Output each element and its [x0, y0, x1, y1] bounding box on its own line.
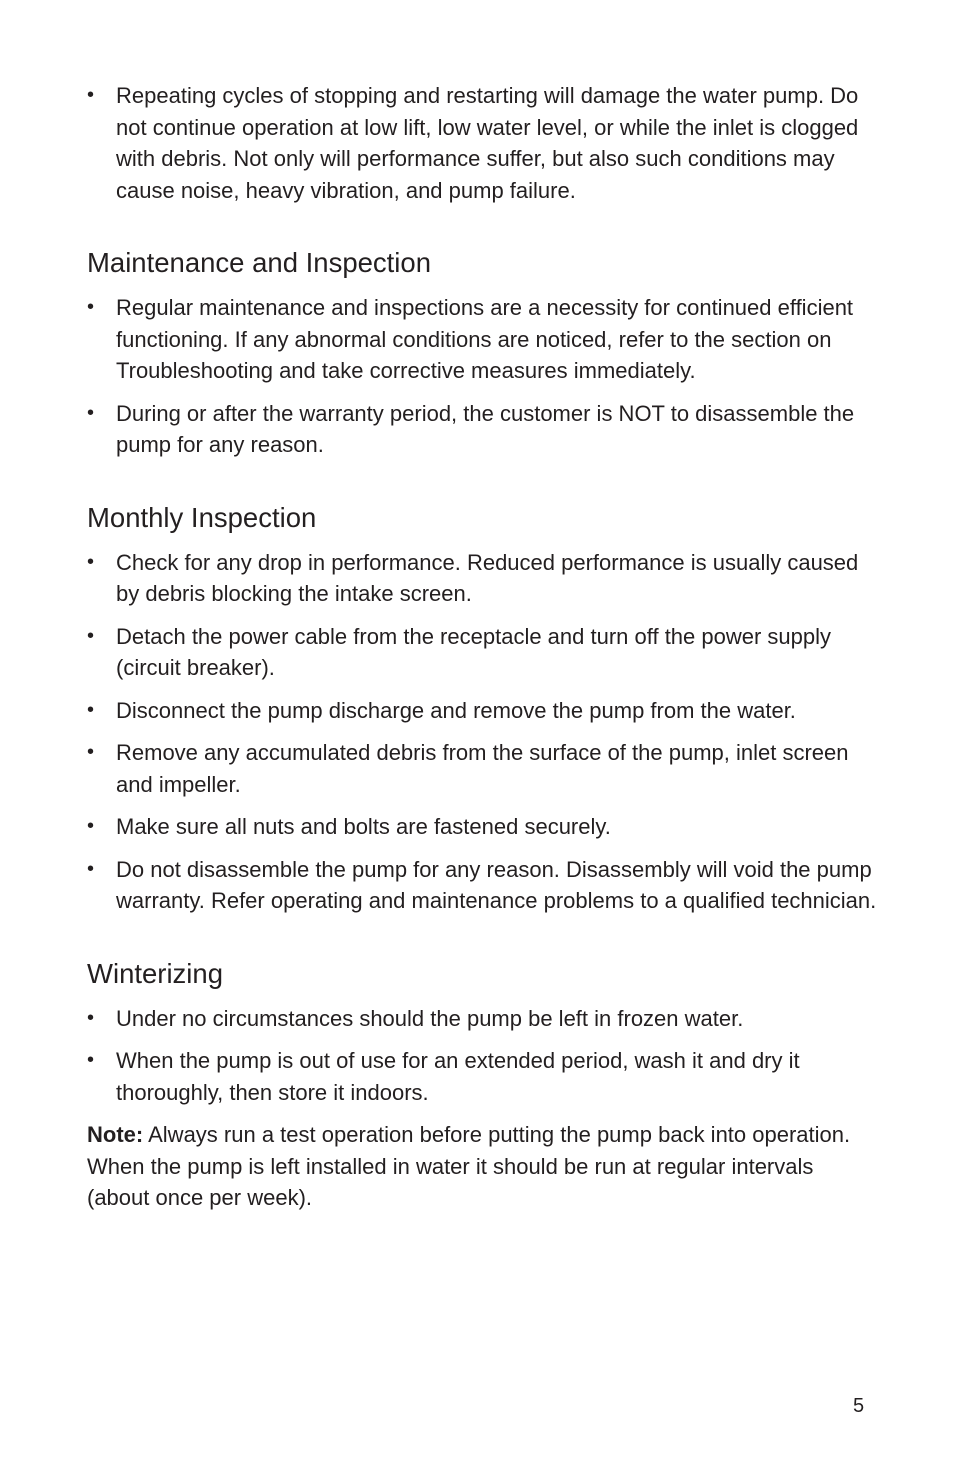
note-text: Always run a test operation before putting the pump back into operation. When the pump is left installed in water it should be run at regular intervals (about once per week).: [87, 1122, 851, 1210]
maintenance-bullet-list: [87, 292, 877, 461]
heading-monthly-inspection: Monthly Inspection: [87, 501, 317, 533]
page-number: 5: [853, 1395, 865, 1417]
page-content: [87, 80, 877, 1214]
winterizing-bullet-1: • When the pump is out of use for an extended period, wash it and dry it thoroughly, then store it indoors.: [87, 1045, 877, 1108]
monthly-bullet-list: [87, 547, 877, 917]
maintenance-bullet-0: • Regular maintenance and inspections are a necessity for continued efficient functioning. If any abnormal conditions are noticed, refer to the section on Troubleshooting and take corrective measures immediately.: [87, 292, 877, 387]
note-paragraph: [87, 1119, 877, 1214]
heading-maintenance-and-inspection: Maintenance and Inspection: [87, 247, 431, 278]
winterizing-bullet-0: • Under no circumstances should the pump be left in frozen water.: [87, 1003, 877, 1035]
note-label: Note:: [87, 1122, 144, 1147]
monthly-bullet-1: • Detach the power cable from the receptacle and turn off the power supply (circuit breaker).: [87, 621, 877, 684]
monthly-bullet-2: • Disconnect the pump discharge and remove the pump from the water.: [87, 695, 877, 727]
intro-bullet-0: • Repeating cycles of stopping and restarting will damage the water pump. Do not continue operation at low lift, low water level, or while the inlet is clogged with debris. Not only will performance suffer, but also such conditions may cause noise, heavy vibration, and pump failure.: [87, 80, 877, 206]
intro-bullet-list: [87, 80, 877, 206]
heading-winterizing: Winterizing: [87, 957, 224, 989]
maintenance-bullet-1: • During or after the warranty period, the customer is NOT to disassemble the pump for any reason.: [87, 398, 877, 461]
winterizing-bullet-list: [87, 1003, 877, 1109]
monthly-bullet-3: • Remove any accumulated debris from the surface of the pump, inlet screen and impeller.: [87, 737, 877, 800]
monthly-bullet-0: • Check for any drop in performance. Reduced performance is usually caused by debris blocking the intake screen.: [87, 547, 877, 610]
monthly-bullet-4: • Make sure all nuts and bolts are fastened securely.: [87, 811, 877, 843]
monthly-bullet-5: • Do not disassemble the pump for any reason. Disassembly will void the pump warranty. Refer operating and maintenance problems to a qualified technician.: [87, 854, 877, 917]
